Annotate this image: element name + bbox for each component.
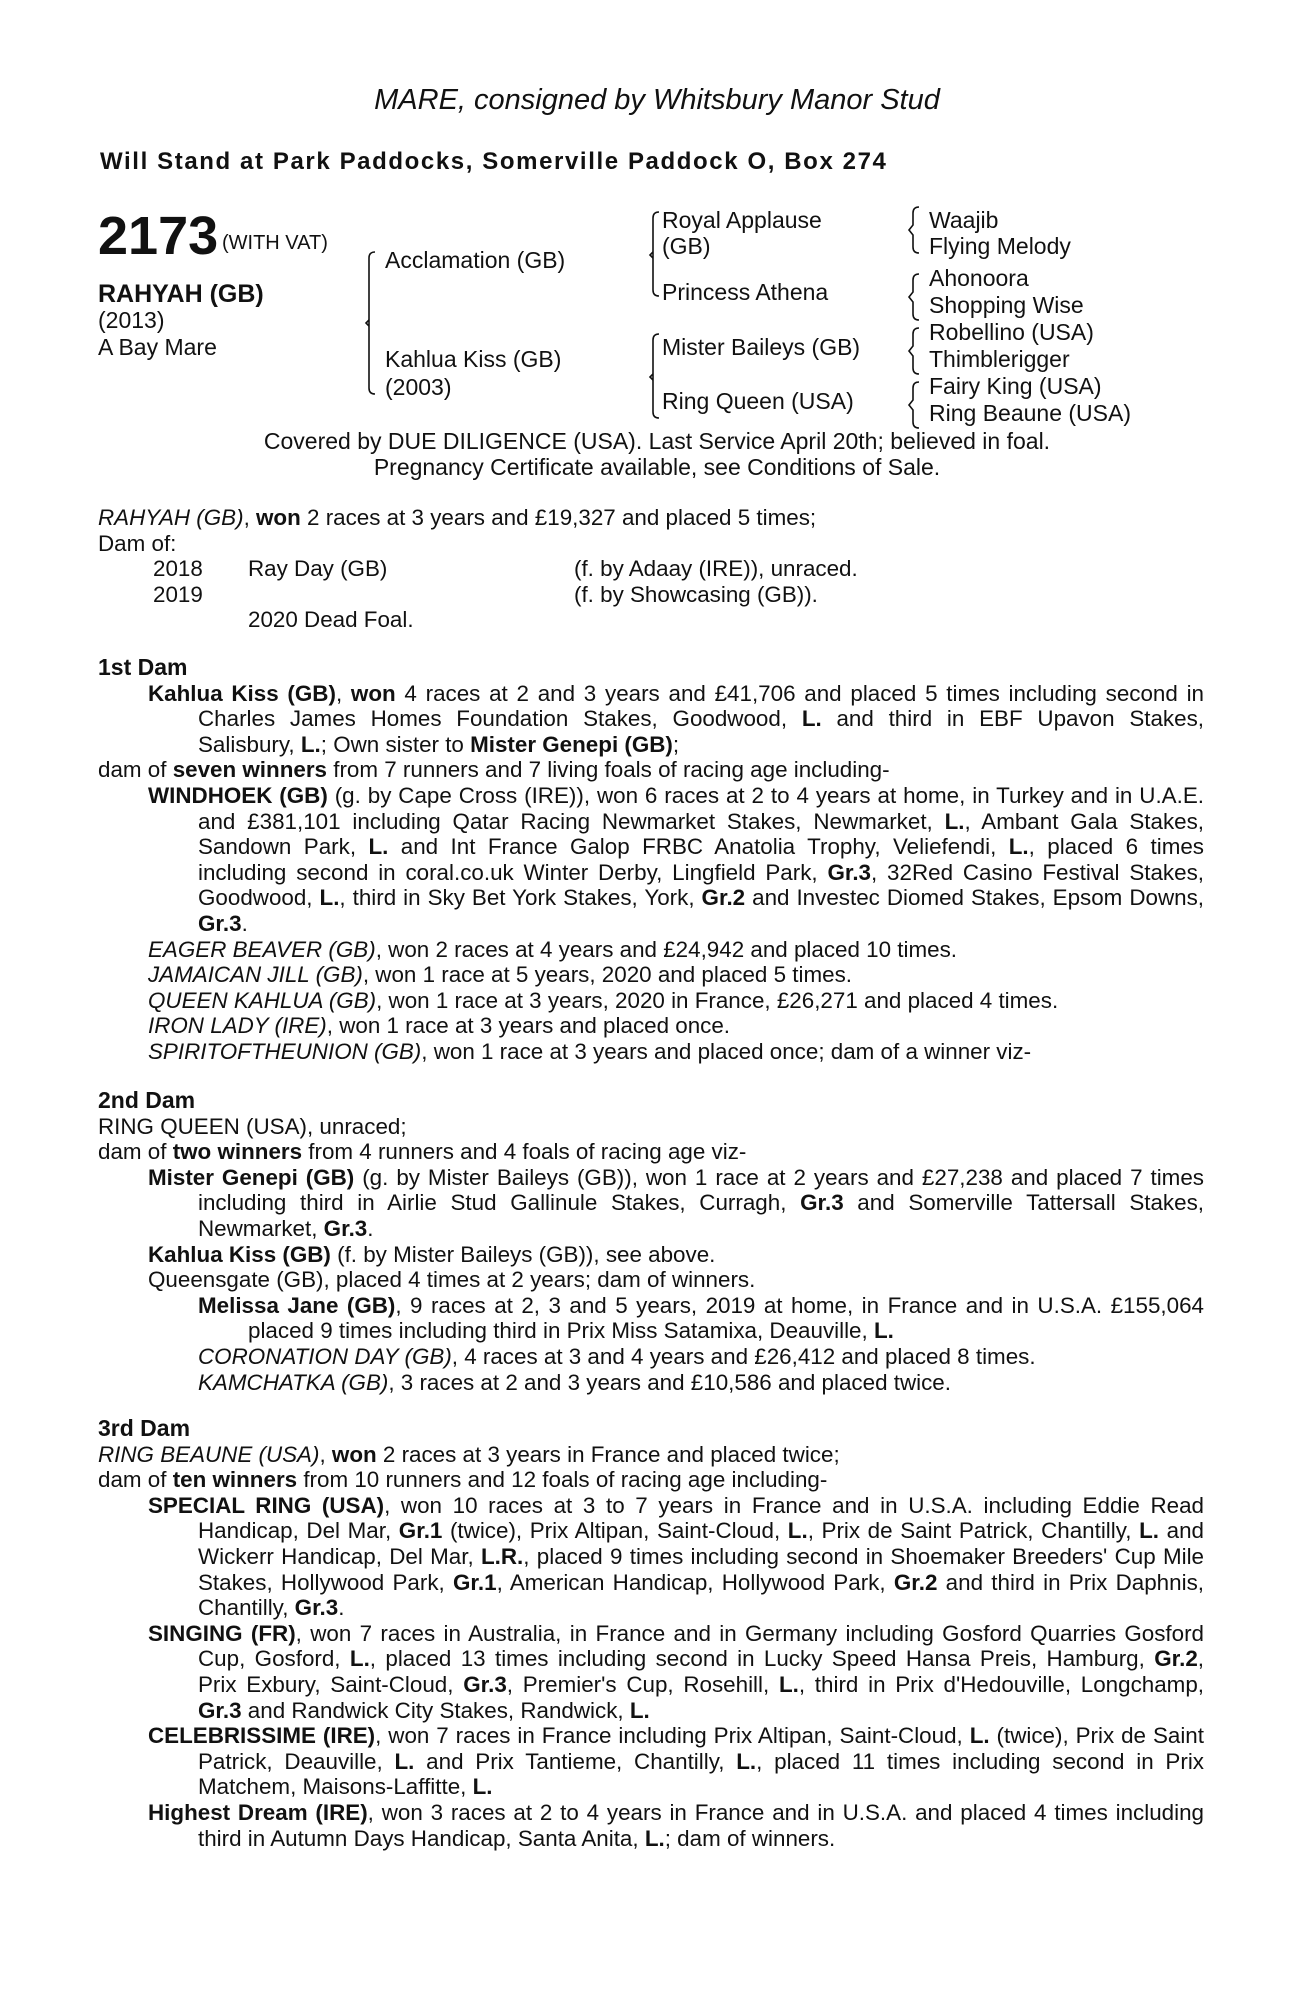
third-dam-heading: 3rd Dam	[98, 1415, 191, 1441]
sire-name: Acclamation (GB)	[385, 247, 566, 273]
produce-highest-dream: Highest Dream (IRE), won 3 races at 2 to 4 years in France and in U.S.A. and placed 4 times including third in Autumn Days Handicap, Santa Anita, L.; dam of winners.	[148, 1799, 1205, 1851]
dam-foaled-year: (2003)	[385, 374, 452, 400]
gg-ancestor-5: Robellino (USA)	[929, 319, 1094, 345]
produce-eager-beaver: EAGER BEAVER (GB), won 2 races at 4 years and £24,942 and placed 10 times.	[148, 936, 957, 962]
produce-iron-lady: IRON LADY (IRE), won 1 race at 3 years and placed once.	[148, 1013, 731, 1039]
gg-ancestor-7: Fairy King (USA)	[929, 373, 1102, 399]
produce-jamaican-jill: JAMAICAN JILL (GB), won 1 race at 5 years, 2020 and placed 5 times.	[148, 962, 852, 988]
produce-celebrissime: CELEBRISSIME (IRE), won 7 races in France including Prix Altipan, Saint-Cloud, L. (twice), Prix de Saint Patrick, Deauville, L. and Prix Tantieme, Chantilly, L., placed 11 times including second in Prix Matchem, Maisons-Laffitte, L.	[148, 1723, 1204, 1800]
produce-spiritoftheunion: SPIRITOFTHEUNION (GB), won 1 race at 3 years and placed once; dam of a winner viz-	[148, 1038, 1032, 1064]
gg-ancestor-2: Flying Melody	[929, 233, 1071, 259]
gg-ancestor-4: Shopping Wise	[929, 292, 1084, 318]
second-dam-record: RING QUEEN (USA), unraced;	[98, 1113, 407, 1139]
second-dam-heading: 2nd Dam	[98, 1087, 196, 1113]
pregnancy-certificate-line: Pregnancy Certificate available, see Conditions of Sale.	[373, 454, 941, 480]
second-dam-produce-summary: dam of two winners from 4 runners and 4 foals of racing age viz-	[98, 1139, 747, 1165]
produce-mister-genepi: Mister Genepi (GB) (g. by Mister Baileys (GB)), won 1 race at 2 years and £27,238 and placed 7 times including third in Airlie Stud Gallinule Stakes, Curragh, Gr.3 and Somerville Tattersall Stakes, Newmarket, Gr.3.	[148, 1164, 1204, 1241]
mare-record	[98, 505, 1204, 633]
first-dam-record: Kahlua Kiss (GB), won 4 races at 2 and 3 years and £41,706 and placed 5 times including second in Charles James Homes Foundation Stakes, Goodwood, L. and third in EBF Upavon Stakes, Salisbury, L.; Own sister to Mister Genepi (GB);	[148, 680, 1204, 757]
gg-ancestor-1: Waajib	[929, 207, 999, 233]
horse-foaled-year: (2013)	[98, 307, 165, 333]
mare-race-summary: RAHYAH (GB), won 2 races at 3 years and £19,327 and placed 5 times;	[98, 505, 817, 530]
pedigree-brackets	[0, 0, 1314, 440]
vat-note: (WITH VAT)	[222, 232, 328, 254]
third-dam-record: RING BEAUNE (USA), won 2 races at 3 years in France and placed twice;	[98, 1441, 840, 1467]
gg-ancestor-6: Thimblerigger	[929, 346, 1070, 372]
produce-special-ring: SPECIAL RING (USA), won 10 races at 3 to 7 years in France and in U.S.A. including Eddie Read Handicap, Del Mar, Gr.1 (twice), Prix Altipan, Saint-Cloud, L., Prix de Saint Patrick, Chantilly, L. and Wickerr Handicap, Del Mar, L.R., placed 9 times including second in Shoemaker Breeders' Cup Mile Stakes, Hollywood Park, Gr.1, American Handicap, Hollywood Park, Gr.2 and third in Prix Daphnis, Chantilly, Gr.3.	[148, 1492, 1205, 1621]
third-dam-produce-summary: dam of ten winners from 10 runners and 12 foals of racing age including-	[98, 1467, 828, 1493]
produce-row: 2019 (f. by Showcasing (GB)).	[153, 581, 818, 607]
lot-number: 2173	[98, 206, 219, 266]
horse-name: RAHYAH (GB)	[98, 280, 264, 308]
produce-kahlua-kiss: Kahlua Kiss (GB) (f. by Mister Baileys (GB)), see above.	[148, 1241, 716, 1267]
dam-sire-name: Mister Baileys (GB)	[662, 334, 861, 360]
sire-dam-name: Princess Athena	[662, 279, 829, 305]
grandproduce-melissa-jane: Melissa Jane (GB), 9 races at 2, 3 and 5 years, 2019 at home, in France and in U.S.A. £155,064 placed 9 times including third in Prix Miss Satamixa, Deauville, L.	[198, 1292, 1204, 1344]
sire-sire-country: (GB)	[662, 233, 711, 259]
dam-name: Kahlua Kiss (GB)	[385, 346, 562, 372]
third-dam-section	[98, 1416, 1204, 1851]
catalogue-header-title: MARE, consigned by Whitsbury Manor Stud	[374, 84, 940, 116]
gg-ancestor-8: Ring Beaune (USA)	[929, 400, 1131, 426]
produce-row: 2020 Dead Foal.	[248, 607, 414, 633]
produce-row: 2018 Ray Day (GB) (f. by Adaay (IRE)), unraced.	[153, 556, 858, 582]
gg-ancestor-3: Ahonoora	[929, 265, 1029, 291]
dam-dam-name: Ring Queen (USA)	[662, 388, 854, 414]
produce-windhoek: WINDHOEK (GB) (g. by Cape Cross (IRE)), won 6 races at 2 to 4 years at home, in Turkey and in U.A.E. and £381,101 including Qatar Racing Newmarket Stakes, Newmarket, L., Ambant Gala Stakes, Sandown Park, L. and Int France Galop FRBC Anatolia Trophy, Veliefendi, L., placed 6 times including second in coral.co.uk Winter Derby, Lingfield Park, Gr.3, 32Red Casino Festival Stakes, Goodwood, L., third in Sky Bet York Stakes, York, Gr.2 and Investec Diomed Stakes, Epsom Downs, Gr.3.	[148, 782, 1205, 936]
covered-by-line: Covered by DUE DILIGENCE (USA). Last Service April 20th; believed in foal.	[263, 428, 1051, 454]
horse-description: A Bay Mare	[98, 334, 217, 360]
second-dam-section	[98, 1088, 1204, 1395]
first-dam-heading: 1st Dam	[98, 654, 188, 680]
produce-queen-kahlua: QUEEN KAHLUA (GB), won 1 race at 3 years, 2020 in France, £26,271 and placed 4 times.	[148, 987, 1059, 1013]
sire-sire-name: Royal Applause	[662, 207, 822, 233]
produce-singing: SINGING (FR), won 7 races in Australia, in France and in Germany including Gosford Quarries Gosford Cup, Gosford, L., placed 13 times including second in Lucky Speed Hansa Preis, Hamburg, Gr.2, Prix Exbury, Saint-Cloud, Gr.3, Premier's Cup, Rosehill, L., third in Prix d'Hedouville, Longchamp, Gr.3 and Randwick City Stakes, Randwick, L.	[148, 1620, 1205, 1723]
grandproduce-coronation-day: CORONATION DAY (GB), 4 races at 3 and 4 years and £26,412 and placed 8 times.	[198, 1343, 1036, 1369]
stabling-location: Will Stand at Park Paddocks, Somerville Paddock O, Box 274	[100, 148, 888, 175]
produce-queensgate: Queensgate (GB), placed 4 times at 2 years; dam of winners.	[148, 1267, 756, 1293]
grandproduce-kamchatka: KAMCHATKA (GB), 3 races at 2 and 3 years and £10,586 and placed twice.	[198, 1369, 951, 1395]
dam-of-label: Dam of:	[98, 530, 177, 556]
first-dam-produce-summary: dam of seven winners from 7 runners and 7 living foals of racing age including-	[98, 757, 890, 783]
first-dam-section	[98, 655, 1204, 1065]
